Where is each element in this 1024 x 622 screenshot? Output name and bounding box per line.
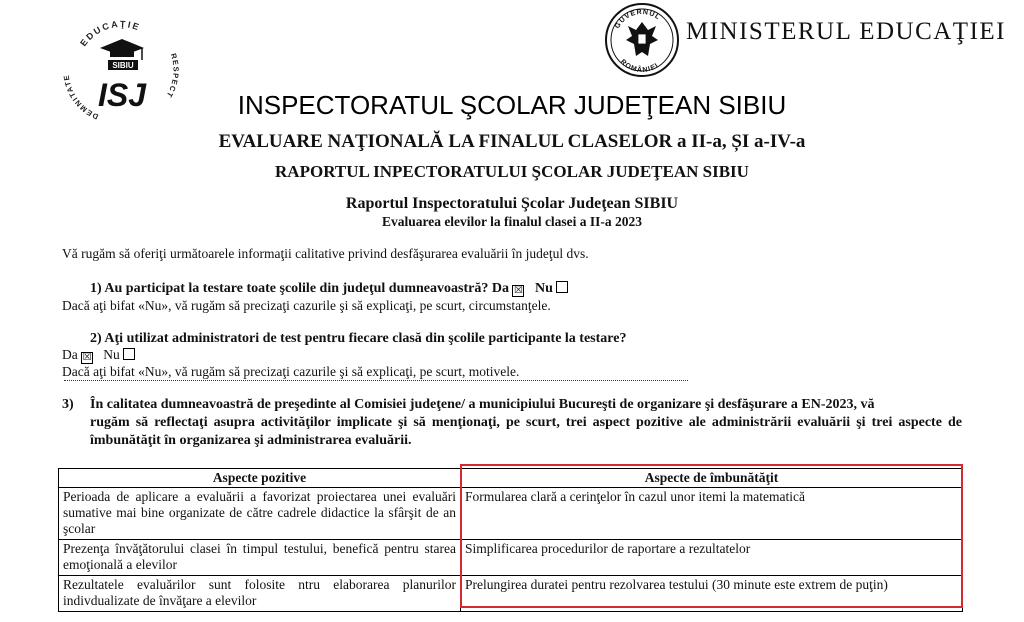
question-1-number: 1) [90, 281, 102, 296]
intro-text: Vă rugăm să oferiţi următoarele informaţii calitative privind desfăşurarea evaluării în judeţul dvs. [62, 246, 589, 261]
dotted-divider [64, 378, 688, 381]
q2-nu-label: Nu [103, 347, 120, 362]
improve-cell: Simplificarea procedurilor de raportare a rezultatelor [461, 540, 963, 576]
q1-nu-label: Nu [534, 281, 553, 296]
logo-left-text: DEMNITATE [62, 73, 100, 122]
evaluation-title: EVALUARE NAŢIONALĂ LA FINALUL CLASELOR a II-a, ȘI a-IV-a [218, 131, 806, 152]
q1-da-checkbox[interactable]: ☒ [513, 285, 523, 296]
question-2-note: Dacă aţi bifat «Nu», vă rugăm să precizaţi cazurile şi să explicaţi, pe scurt, motivele. [62, 364, 520, 379]
question-3 [62, 396, 962, 450]
q2-da-label: Da [62, 347, 78, 362]
highlight-annotation-box [460, 464, 963, 608]
header-positive: Aspecte pozitive [59, 469, 461, 488]
government-seal-icon [604, 2, 680, 78]
seal-top-text: GUVERNUL [614, 8, 662, 30]
inspectorate-title: INSPECTORATUL ŞCOLAR JUDEŢEAN SIBIU [237, 90, 787, 120]
logo-right-text: RESPECT [164, 52, 180, 100]
report-subsubtitle: Evaluarea elevilor la finalul clasei a II-a 2023 [381, 214, 643, 229]
improve-cell: Formularea clară a cerinţelor în cazul unor itemi la matematică [461, 488, 963, 540]
question-2-text: Aţi utilizat administratori de test pentru fiecare clasă din şcolile participante la testare? [104, 331, 627, 346]
q2-nu-checkbox[interactable] [123, 348, 135, 360]
q2-da-checkbox[interactable]: ☒ [82, 352, 92, 363]
positive-cell: Prezenţa învăţătorului clasei în timpul testului, benefică pentru starea emoţională a elevilor [59, 540, 461, 576]
question-2-answer [62, 347, 135, 364]
question-3-line2: rugăm să reflectaţi asupra activităţilor implicate şi să menţionaţi, pe scurt, trei aspect pozitive ale administrării evaluării şi trei aspecte de îmbunătăţit în organizarea şi administrarea evaluării. [90, 415, 962, 448]
graduation-cap-icon [100, 39, 144, 60]
question-1-text: Au participat la testare toate şcolile din judeţul dumneavoastră? Da [104, 281, 509, 296]
question-2-number: 2) [90, 331, 102, 346]
q1-nu-checkbox[interactable] [556, 281, 568, 293]
improve-cell: Prelungirea duratei pentru rezolvarea testului (30 minute este extrem de puţin) [461, 576, 963, 612]
positive-cell: Rezultatele evaluărilor sunt folosite ntru elaborarea planurilor indivdualizate de învăţare a elevilor [59, 576, 461, 612]
ministry-name: MINISTERUL EDUCAŢIEI [686, 18, 1007, 45]
seal-bottom-text: ROMÂNIEI [618, 58, 661, 75]
eagle-icon [626, 22, 658, 56]
question-2 [90, 331, 626, 347]
positive-cell: Perioada de aplicare a evaluării a favorizat proiectarea unei evaluări sumative mai bine organizate de către cadrele didactice la sfârşit de an şcolar [59, 488, 461, 540]
report-subtitle: Raportul Inspectoratului Şcolar Judeţean SIBIU [345, 195, 679, 212]
logo-arc-text: EDUCAŢIE [78, 18, 143, 49]
logo-badge-text: SIBIU [112, 61, 134, 70]
report-title: RAPORTUL INPECTORATULUI ŞCOLAR JUDEŢEAN SIBIU [275, 162, 749, 181]
question-3-number: 3) [62, 397, 74, 412]
logo-monogram: ISJ [97, 77, 147, 113]
question-1-note: Dacă aţi bifat «Nu», vă rugăm să precizaţi cazurile şi să explicaţi, pe scurt, circumstanţele. [62, 298, 551, 313]
question-3-line1: În calitatea dumneavoastră de preşedinte al Comisiei judeţene/ a municipiului Bucureşti de organizare şi desfăşurare a EN-2023, vă [90, 397, 875, 412]
header-improve: Aspecte de îmbunătăţit [461, 469, 963, 488]
question-1 [90, 281, 568, 297]
